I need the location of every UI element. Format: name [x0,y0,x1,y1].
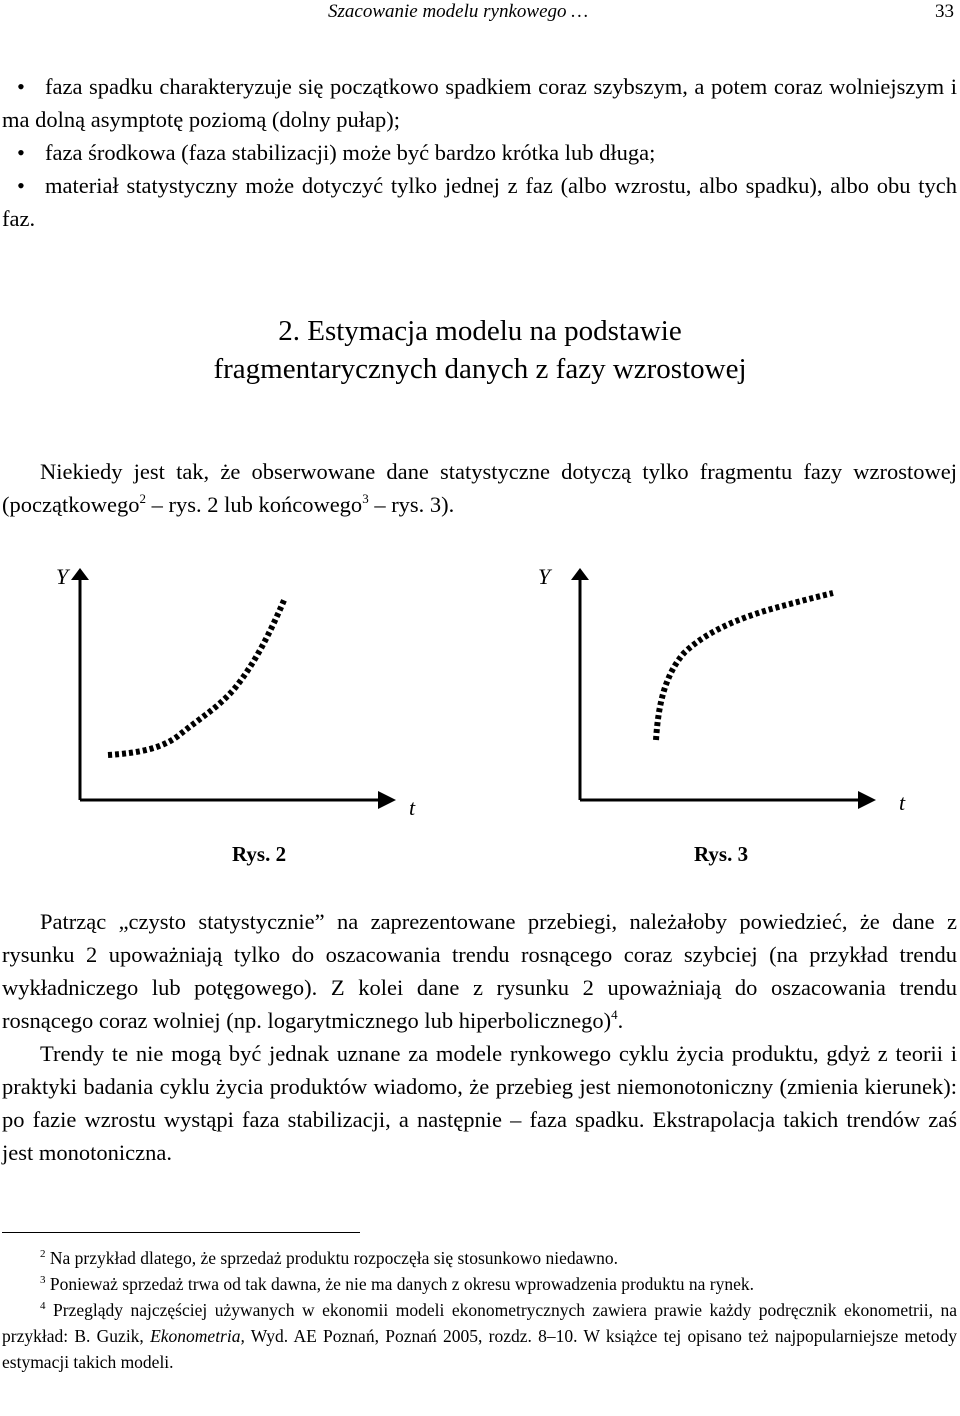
footnote-number: 2 [40,1248,46,1260]
paragraph-tail: . [617,1008,624,1033]
footnote-ref-2: 2 [139,491,146,506]
section-heading-line1: 2. Estymacja modelu na podstawie [278,315,682,347]
y-axis-label: Y [56,564,69,589]
footnote-text: Ponieważ sprzedaż trwa od tak dawna, że nie ma danych z okresu wprowadzenia produktu na rynek. [49,1274,754,1294]
footnote-number: 3 [40,1274,46,1286]
footnote-2 [2,1245,957,1271]
body-text [2,905,957,1169]
x-axis-arrowhead [858,791,876,809]
paragraph [2,905,957,1037]
bullet-list [2,70,957,235]
y-axis-arrowhead [71,568,89,580]
footnote-separator [2,1232,360,1233]
paragraph-text: Patrząc „czysto statystycznie” na zaprezentowane przebiegi, należałoby powiedzieć, że dane z rysunku 2 upoważniają tylko do oszacowania trendu rosnącego coraz szybciej (na przykład trendu wykładniczego lub potęgowego). Z kolei dane z rysunku 2 upoważniają do oszacowania trendu rosnącego coraz wolniej (np. logarytmicznego lub hiperbolicznego) [2,909,957,1033]
bullet-icon: • [17,74,25,99]
bullet-icon: • [17,173,25,198]
bullet-icon: • [17,140,25,165]
footnote-3 [2,1271,957,1297]
list-item-text: materiał statystyczny może dotyczyć tylko jednej z faz (albo wzrostu, albo spadku), albo obu tych faz. [2,173,957,231]
figures-svg [0,558,960,858]
footnote-book-title: Ekonometria, [150,1326,245,1346]
figure-caption-rys-3: Rys. 3 [694,842,749,866]
y-axis-label: Y [538,564,551,589]
list-item-text: faza środkowa (faza stabilizacji) może być bardzo krótka lub długa; [45,140,656,165]
page-number: 33 [935,1,954,22]
y-axis-arrowhead [571,568,589,580]
paragraph [2,1037,957,1169]
series-curve-growth-accelerating [108,598,285,755]
footnote-text: Przeglądy najczęściej używanych w ekonomii modeli ekonometrycznych zawiera prawie każdy podręcznik ekonometrii, na przykład: B. Guzik, [2,1300,958,1346]
footnotes [2,1245,957,1375]
list-item [2,136,957,169]
list-item-text: faza spadku charakteryzuje się początkowo spadkiem coraz szybszym, a potem coraz wolniejszym i ma dolną asymptotę poziomą (dolny pułap); [2,74,957,132]
x-axis-label: t [899,790,906,815]
footnote-ref-3: 3 [362,491,369,506]
intro-text-3: – rys. 3). [368,492,455,517]
section-heading-line2: fragmentarycznych danych z fazy wzrostowej [213,353,747,385]
list-item [2,70,957,136]
footnote-4 [2,1297,957,1375]
footnote-number: 4 [40,1300,46,1312]
x-axis-arrowhead [378,791,396,809]
section-heading [0,312,960,388]
footnote-ref-4: 4 [611,1007,618,1022]
intro-paragraph [2,455,957,521]
figure-caption-rys-2: Rys. 2 [232,842,287,866]
intro-text-1: Niekiedy jest tak, że obserwowane dane statystyczne dotyczą tylko fragmentu fazy wzrostowej (początkowego [2,459,957,517]
series-curve-growth-decelerating [656,593,833,740]
figure-rys-3 [538,564,906,815]
intro-text-2: – rys. 2 lub końcowego [145,492,363,517]
figure-rys-2 [56,564,416,820]
list-item [2,169,957,235]
x-axis-label: t [409,795,416,820]
footnote-text: Na przykład dlatego, że sprzedaż produktu rozpoczęła się stosunkowo niedawno. [49,1248,618,1268]
running-header [0,0,960,28]
figures [0,558,960,878]
paragraph-text: Trendy te nie mogą być jednak uznane za modele rynkowego cyklu życia produktu, gdyż z teorii i praktyki badania cyklu życia produktów wiadomo, że przebieg jest niemonotoniczny (zmienia kierunek): po fazie wzrostu wystąpi faza stabilizacji, a następnie – faza spadku. Ekstrapolacja takich trendów zaś jest monotoniczna. [2,1041,957,1165]
footnote-text-end: Wyd. AE Poznań, Poznań 2005, rozdz. 8–10. W książce tej opisano też najpopularniejsze metody estymacji takich modeli. [2,1326,957,1372]
running-title: Szacowanie modelu rynkowego … [328,1,589,22]
